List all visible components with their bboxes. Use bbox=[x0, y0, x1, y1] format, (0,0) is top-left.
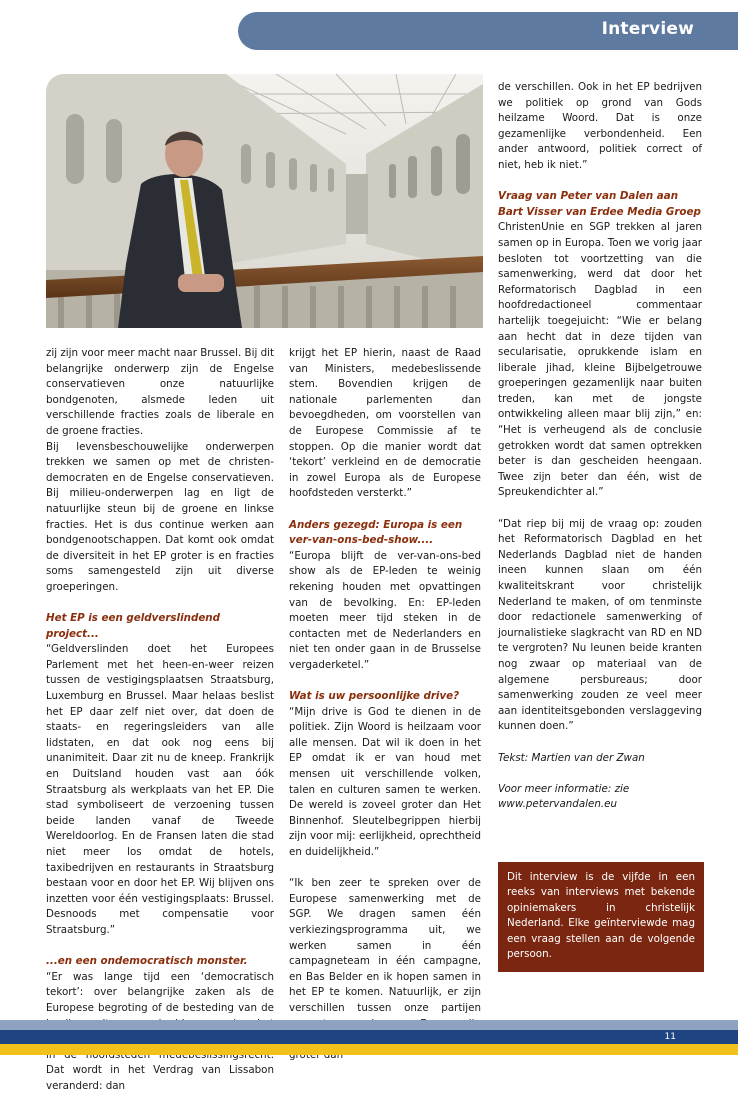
paragraph: zij zijn voor meer macht naar Brussel. Bij dit belangrijke onderwerp zijn de Engelse conservatieven onze natuurlijke bondgenoten, alsmede leden uit verschillende fracties zoals de liberale en de groene fracties. bbox=[46, 347, 275, 437]
article-column-2 bbox=[289, 346, 481, 1063]
interview-photo bbox=[46, 74, 483, 328]
paragraph: krijgt het EP hierin, naast de Raad van Ministers, medebeslissende stem. Bovendien krijgen de nationale parlementen dan bevoegdheden, om voorstellen van de Europese Commissie af te stoppen. Op die manier wordt dat ‘tekort’ verkleind en de democratie in zowel Europa als de Europese hoofdsteden versterkt.” bbox=[289, 347, 481, 500]
footer-stripe-light bbox=[0, 1020, 738, 1030]
question-heading: Het EP is een geldverslindend project... bbox=[46, 612, 221, 640]
section-header-tab bbox=[238, 12, 738, 50]
paragraph: “Dat riep bij mij de vraag op: zouden het Reformatorisch Dagblad en het Nederlands Dagblad niet de handen ineen kunnen slaan om één kwaliteitskrant voor christelijk Nederland te maken, of om tenminste door redactionele samenwerking of journalistieke slagkracht van RD en ND te vergroten? Nu leunen beide kranten nog zwaar op materiaal van de algemene persbureaus; door samenwerking zouden ze veel meer aan identiteitsgebonden verslaggeving kunnen doen.” bbox=[498, 517, 702, 733]
paragraph: “Er was lange tijd een ‘democratisch tekort’: over belangrijke zaken als de Europese begroting of de besteding van de Dat wordt in het Verdrag van Lissabon veranderd: dan bbox=[46, 970, 274, 1092]
info-box-text: Dit interview is de vijfde in een reeks van interviews met bekende opiniemakers in christelijk Nederland. Elke geïnterviewde mag een vraag stellen aan de volgende persoon. bbox=[507, 871, 695, 961]
question-heading: Anders gezegd: Europa is een ver-van-ons-bed-show.... bbox=[289, 518, 463, 547]
footer-stripe-yellow bbox=[0, 1044, 738, 1055]
paragraph: “Europa blijft de ver-van-ons-bed show als de EP-leden te weinig rekening houden met opvattingen van de bevolking. En: EP-leden moeten meer tijd steken in de contacten met de Nederlanders en niet ten onder gaan in de Brusselse vergaderketel.” bbox=[289, 549, 481, 671]
question-heading: ...en een ondemocratisch monster. bbox=[46, 955, 248, 968]
paragraph: Bij levensbeschouwelijke onderwerpen trekken we samen op met de christen-democraten en de Engelse conservatieven. Bij milieu-onderwerpen lag en ligt de natuurlijke steun bij de groene en linkse fracties. Het is dus continue werken aan bondgenootschappen. Dat komt ook omdat de diversiteit in het EP groter is en fracties soms samengesteld zijn uit diverse groeperingen. bbox=[46, 440, 274, 593]
paragraph: “Mijn drive is God te dienen in de politiek. Zijn Woord is heilzaam voor alle mensen. Dat wil ik doen in het EP omdat ik er van houd met mensen uit verschillende volken, talen en culturen samen te werken. De wereld is zoveel groter dan Het Binnenhof. Sleutelbegrippen hierbij zijn voor mij: eerlijkheid, oprechtheid en duidelijkheid.” bbox=[289, 705, 481, 858]
question-heading: Vraag van Peter van Dalen aan Bart Visser van Erdee Media Groep bbox=[498, 190, 701, 218]
more-info-credit: Voor meer informatie: zie www.petervandalen.eu bbox=[498, 782, 630, 811]
footer-stripe-dark bbox=[0, 1030, 738, 1044]
section-title: Interview bbox=[601, 19, 694, 39]
paragraph: “Geldverslinden doet het Europees Parlement met het heen-en-weer reizen tussen de vestigingsplaatsen Straatsburg, Luxemburg en Brussel. Maar helaas beslist het EP daar zelf niet over, dat doen de staats- en regeringsleiders van alle lidstaten, en dat ook nog eens bij unanimiteit. Daar zit nu de kneep. Frankrijk en Duitsland houden vast aan óók Straatsburg als werkplaats van het EP. Die stad symboliseert de verzoening tussen beide landen vanaf de Tweede Wereldoorlog. En de Fransen laten die stad niet meer los omdat de hotels, taxibedrijven en restaurants in Straatsburg bestaan voor en door het EP. Wij blijven ons inzetten voor één vestigingsplaats: Brussel. Desnoods met compensatie voor Straatsburg.” bbox=[46, 643, 274, 936]
paragraph: “Ik ben zeer te spreken over de Europese samenwerking met de SGP. We dragen samen één verkiezingsprogramma uit, we werken samen in één campagneteam in één campagne, en Bas Belder en ik hopen samen in het EP te komen. Natuurlijk, er zijn verschillen tussen onze partijen bbox=[289, 877, 481, 1014]
article-column-1 bbox=[46, 346, 274, 1095]
info-box bbox=[498, 862, 704, 972]
paragraph: de verschillen. Ook in het EP bedrijven we politiek op grond van Gods heilzame Woord. Dat is onze gezamenlijke verbondenheid. Een ander antwoord, politiek correct of niet, heb ik niet.” bbox=[498, 81, 702, 171]
author-credit: Tekst: Martien van der Zwan bbox=[498, 751, 645, 764]
page-number: 11 bbox=[664, 1032, 676, 1042]
question-heading: Wat is uw persoonlijke drive? bbox=[289, 690, 460, 703]
paragraph: ChristenUnie en SGP trekken al jaren samen op in Europa. Toen we vorig jaar besloten tot voortzetting van die samenwerking, werd dat door het Reformatorisch Dagblad in een hoofdredactioneel commentaar hartelijk toegejuicht: “Wie er belang aan hecht dat in deze tijden van secularisatie, oprukkende islam en liberale jihad, kleine Bijbelgetrouwe groeperingen gezamenlijk naar buiten treden, kan met de jongste ontwikkeling alleen maar blij zijn,” en: “Het is verheugend als de conclusie getrokken wordt dat samen optrekken beter is dan gescheiden heengaan. Twee zijn beter dan één, wist de Spreukendichter al.” bbox=[498, 221, 702, 499]
article-column-3 bbox=[498, 80, 702, 813]
